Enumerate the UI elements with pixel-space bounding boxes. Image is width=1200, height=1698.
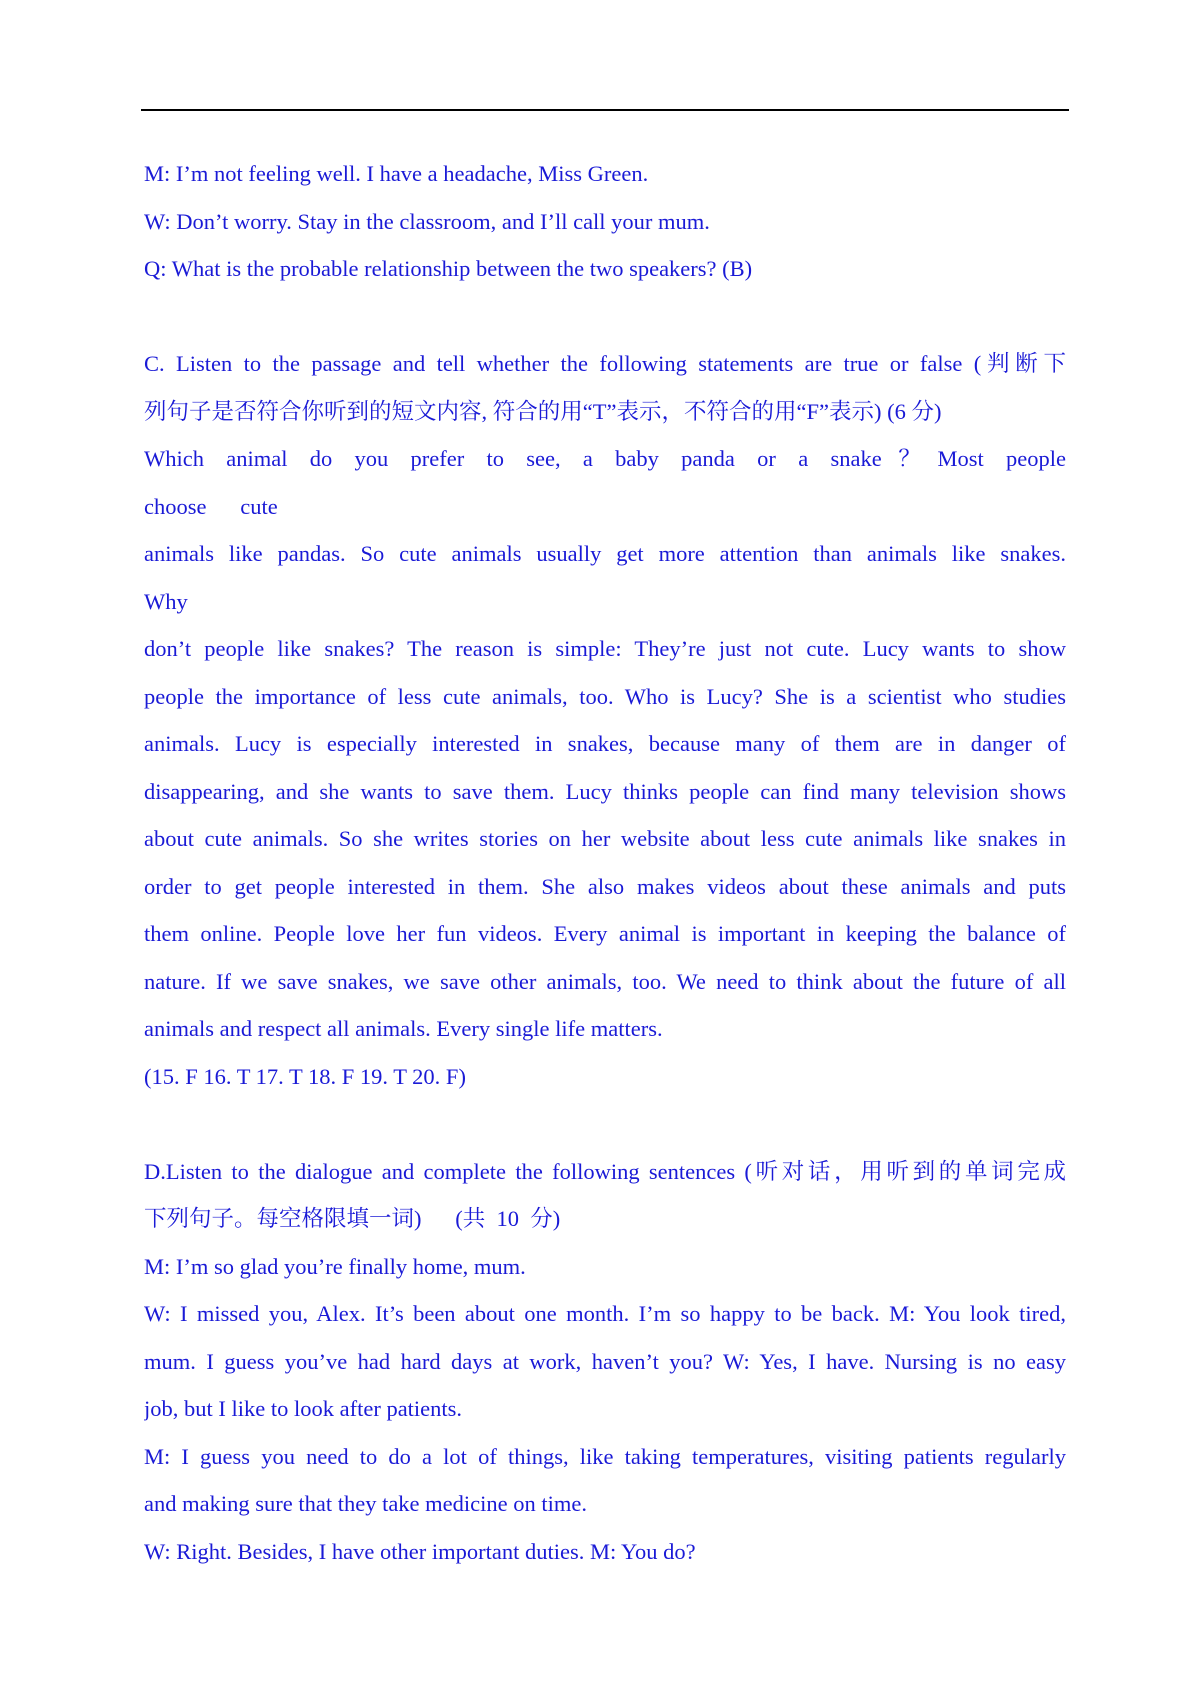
dialogue-line: W: Right. Besides, I have other important duties. M: You do? bbox=[144, 1538, 696, 1564]
spacer bbox=[144, 1100, 1066, 1148]
dialogue-line: W: I missed you, Alex. It’s been about one month. I’m so happy to be back. M: You look tired, bbox=[144, 1301, 1066, 1326]
dialogue-line: and making sure that they take medicine on time. bbox=[144, 1491, 587, 1516]
dialogue-line: M: I guess you need to do a lot of things, like taking temperatures, visiting patients regularly bbox=[144, 1443, 1066, 1469]
header-rule bbox=[141, 109, 1069, 111]
question-line: Q: What is the probable relationship between the two speakers? (B) bbox=[144, 256, 753, 281]
passage-line: animals and respect all animals. Every single life matters. bbox=[144, 1016, 663, 1041]
dialogue-line: mum. I guess you’ve had hard days at work, haven’t you? W: Yes, I have. Nursing is no easy bbox=[144, 1348, 1066, 1374]
section-b-tail bbox=[144, 150, 1066, 293]
passage-line: people the importance of less cute animals, too. Who is Lucy? She is a scientist who studies bbox=[144, 683, 1066, 709]
answer-key: (15. F 16. T 17. T 18. F 19. T 20. F) bbox=[144, 1063, 466, 1089]
dialogue-line: M: I’m so glad you’re finally home, mum. bbox=[144, 1253, 526, 1279]
passage-line: nature. If we save snakes, we save other animals, too. We need to think about the future of all bbox=[144, 968, 1066, 994]
section-c-heading: C. Listen to the passage and tell whether the following statements are true or false (判断下 bbox=[144, 351, 1066, 376]
dialogue-line: M: I’m not feeling well. I have a headache, Miss Green. bbox=[144, 161, 649, 186]
passage-line: order to get people interested in them. She also makes videos about these animals and puts bbox=[144, 873, 1066, 899]
passage-line: animals. Lucy is especially interested in snakes, because many of them are in danger of bbox=[144, 731, 1066, 756]
passage-line: don’t people like snakes? The reason is simple: They’re just not cute. Lucy wants to show bbox=[144, 636, 1066, 661]
section-d-heading: D.Listen to the dialogue and complete the following sentences (听对话，用听到的单词完成 bbox=[144, 1158, 1066, 1184]
section-c-heading: 列句子是否符合你听到的短文内容, 符合的用“T”表示，不符合的用“F”表示) (6 分) bbox=[144, 398, 942, 424]
passage-line: choose cute bbox=[144, 493, 278, 519]
section-c bbox=[144, 340, 1066, 1100]
spacer bbox=[144, 293, 1066, 341]
passage-line: Which animal do you prefer to see, a baby panda or a snake？Most people bbox=[144, 446, 1066, 471]
document-body bbox=[144, 150, 1066, 1575]
dialogue-line: job, but I like to look after patients. bbox=[144, 1396, 463, 1421]
section-d bbox=[144, 1148, 1066, 1576]
passage-line: them online. People love her fun videos. Every animal is important in keeping the balance of bbox=[144, 921, 1066, 946]
section-d-heading: 下列句子。每空格限填一词) (共 10 分) bbox=[144, 1206, 561, 1231]
passage-line: Why bbox=[144, 588, 188, 614]
dialogue-line: W: Don’t worry. Stay in the classroom, and I’ll call your mum. bbox=[144, 208, 710, 234]
passage-line: about cute animals. So she writes stories on her website about less cute animals like snakes in bbox=[144, 826, 1066, 851]
passage-line: disappearing, and she wants to save them. Lucy thinks people can find many television shows bbox=[144, 778, 1066, 804]
passage-line: animals like pandas. So cute animals usually get more attention than animals like snakes. bbox=[144, 541, 1066, 566]
